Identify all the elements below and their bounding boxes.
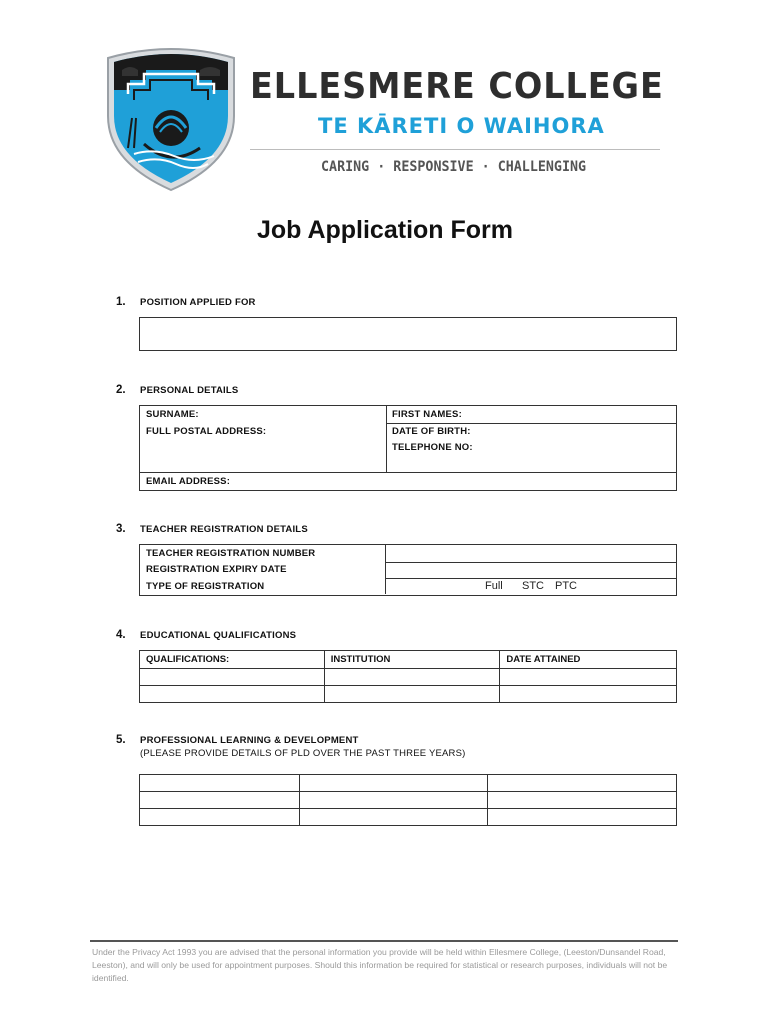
table-cell[interactable] bbox=[140, 792, 300, 809]
page-title: Job Application Form bbox=[256, 216, 514, 244]
registration-number-label: TEACHER REGISTRATION NUMBER bbox=[146, 548, 316, 559]
registration-option-full[interactable]: Full bbox=[485, 580, 503, 592]
registration-option-stc[interactable]: STC bbox=[522, 580, 544, 592]
table-cell[interactable] bbox=[299, 775, 488, 792]
surname-field[interactable]: SURNAME: bbox=[146, 409, 199, 420]
section-number: 5. bbox=[116, 734, 126, 746]
section-number: 2. bbox=[116, 384, 126, 396]
section-label: PERSONAL DETAILS bbox=[140, 385, 239, 396]
header-divider bbox=[250, 149, 660, 150]
email-field[interactable]: EMAIL ADDRESS: bbox=[146, 476, 231, 487]
section-2-heading bbox=[116, 380, 238, 398]
section-4-heading bbox=[116, 625, 296, 643]
column-header: INSTITUTION bbox=[324, 651, 500, 669]
school-maori-name: TE KĀRETI O WAIHORA bbox=[318, 114, 605, 138]
table-cell[interactable] bbox=[488, 775, 677, 792]
date-of-birth-field[interactable]: DATE OF BIRTH: bbox=[392, 426, 471, 437]
section-label: EDUCATIONAL QUALIFICATIONS bbox=[140, 630, 297, 641]
school-name: ELLESMERE COLLEGE bbox=[250, 66, 664, 107]
table-cell[interactable] bbox=[299, 809, 488, 826]
table-cell[interactable] bbox=[299, 792, 488, 809]
table-cell[interactable] bbox=[324, 669, 500, 686]
table-cell[interactable] bbox=[140, 686, 325, 703]
section-number: 4. bbox=[116, 629, 126, 641]
table-row bbox=[140, 686, 677, 703]
section-3-heading bbox=[116, 519, 308, 537]
qualifications-table bbox=[139, 650, 677, 703]
table-cell[interactable] bbox=[140, 809, 300, 826]
section-label: POSITION APPLIED FOR bbox=[140, 297, 256, 308]
registration-box bbox=[139, 544, 677, 596]
table-row bbox=[140, 775, 677, 792]
section-1-heading bbox=[116, 292, 256, 310]
column-header: DATE ATTAINED bbox=[500, 651, 677, 669]
school-motto: CARING · RESPONSIVE · CHALLENGING bbox=[321, 159, 587, 175]
column-header: QUALIFICATIONS: bbox=[140, 651, 325, 669]
section-label: TEACHER REGISTRATION DETAILS bbox=[140, 524, 308, 535]
table-cell[interactable] bbox=[140, 775, 300, 792]
section-5-heading bbox=[116, 730, 359, 748]
section-5-note: (PLEASE PROVIDE DETAILS OF PLD OVER THE PAST THREE YEARS) bbox=[140, 748, 466, 759]
registration-expiry-label: REGISTRATION EXPIRY DATE bbox=[146, 564, 287, 575]
footer-divider bbox=[90, 940, 678, 942]
college-crest-logo bbox=[104, 44, 238, 192]
privacy-note: Under the Privacy Act 1993 you are advised that the personal information you provide will be held within Ellesmere College, (Leeston/Dunsandel Road, Leeston), and will only be used for appointment purposes. Should this information be required for statistical or research purposes, individuals will not be identified. bbox=[92, 947, 668, 983]
table-cell[interactable] bbox=[140, 669, 325, 686]
registration-type-label: TYPE OF REGISTRATION bbox=[146, 581, 265, 592]
table-cell[interactable] bbox=[324, 686, 500, 703]
first-names-field[interactable]: FIRST NAMES: bbox=[392, 409, 462, 420]
table-row bbox=[140, 809, 677, 826]
registration-number-field[interactable] bbox=[386, 546, 676, 562]
table-header-row bbox=[140, 651, 677, 669]
position-applied-field[interactable] bbox=[139, 317, 677, 351]
pld-table bbox=[139, 774, 677, 826]
table-row bbox=[140, 792, 677, 809]
table-cell[interactable] bbox=[500, 669, 677, 686]
table-row bbox=[140, 669, 677, 686]
section-label: PROFESSIONAL LEARNING & DEVELOPMENT bbox=[140, 735, 359, 746]
section-number: 3. bbox=[116, 523, 126, 535]
postal-address-field[interactable]: FULL POSTAL ADDRESS: bbox=[146, 426, 267, 437]
registration-option-ptc[interactable]: PTC bbox=[555, 580, 577, 592]
table-cell[interactable] bbox=[488, 792, 677, 809]
table-cell[interactable] bbox=[500, 686, 677, 703]
personal-details-box bbox=[139, 405, 677, 491]
section-number: 1. bbox=[116, 296, 126, 308]
registration-expiry-field[interactable] bbox=[386, 563, 676, 578]
telephone-field[interactable]: TELEPHONE NO: bbox=[392, 442, 473, 453]
table-cell[interactable] bbox=[488, 809, 677, 826]
